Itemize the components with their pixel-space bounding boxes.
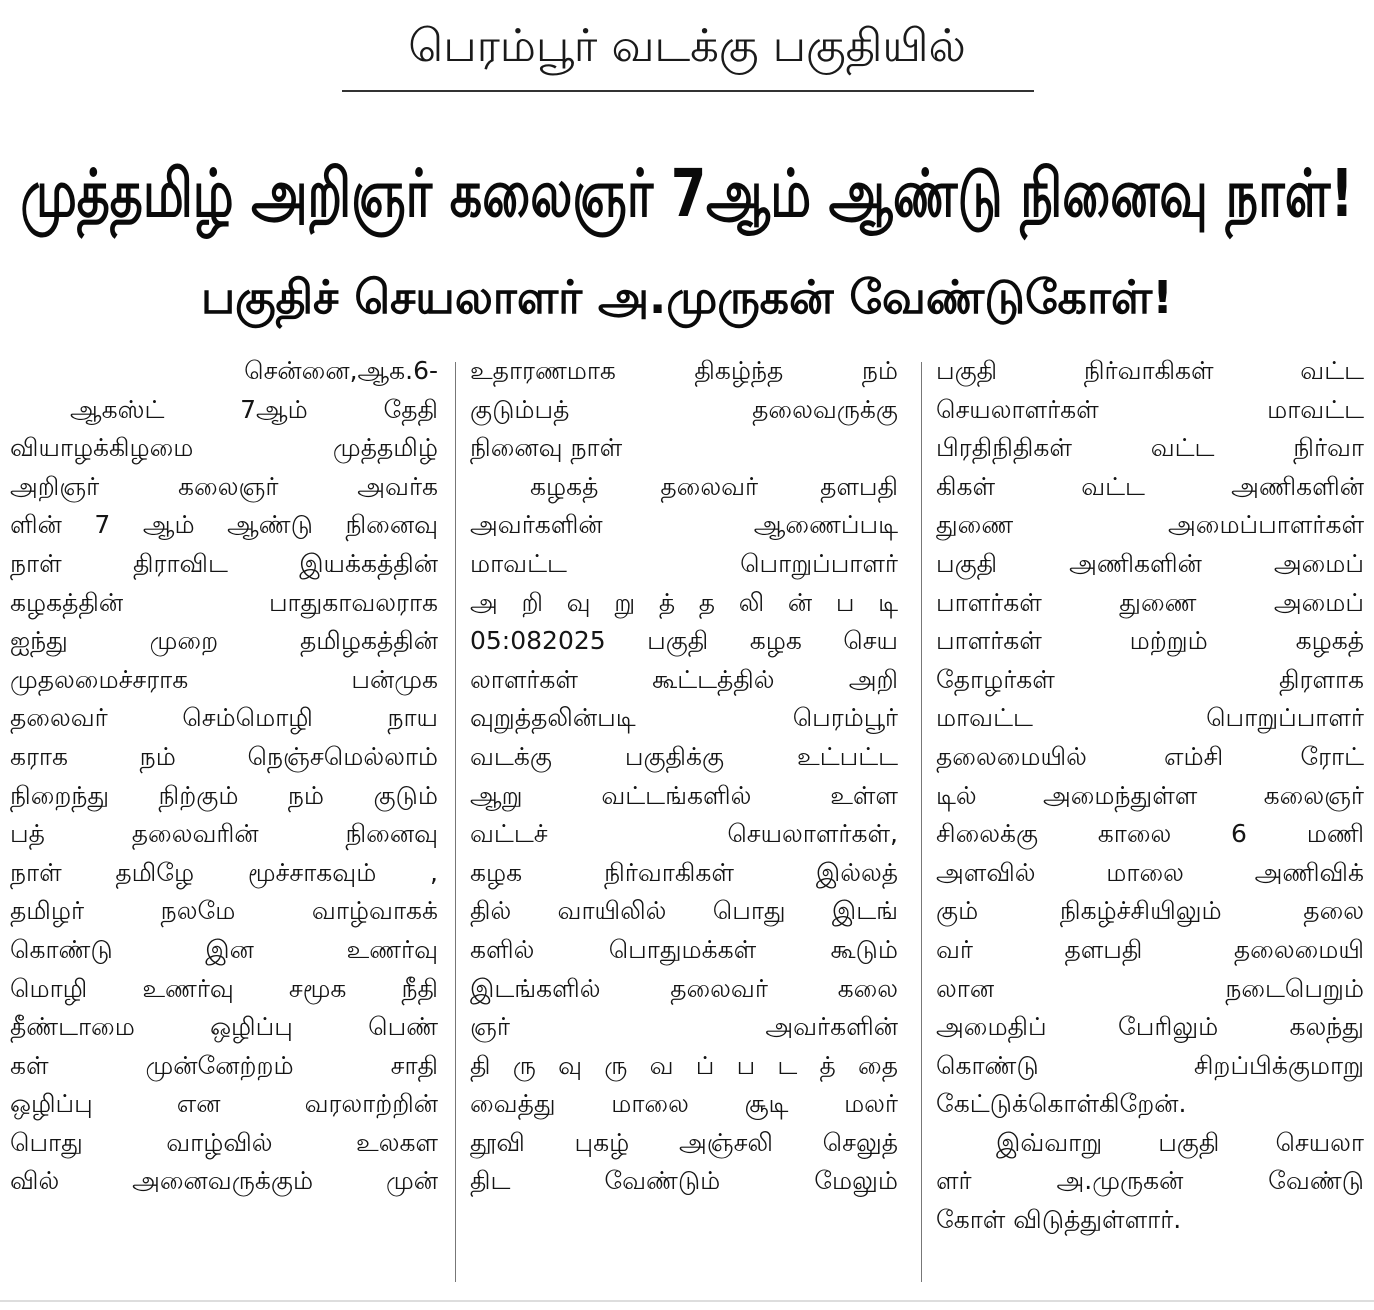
body-line: நாள் தமிழே மூச்சாகவும் , bbox=[10, 857, 438, 887]
body-line: கும் நிகழ்ச்சியிலும் தலை bbox=[936, 896, 1364, 926]
body-line: அளவில் மாலை அணிவிக் bbox=[936, 857, 1364, 887]
body-line: குடும்பத் தலைவருக்கு bbox=[470, 394, 898, 424]
body-line: கழகத் தலைவர் தளபதி bbox=[530, 471, 898, 501]
body-line: நாள் திராவிட இயக்கத்தின் bbox=[10, 548, 438, 578]
article-subheadline: பகுதிச் செயலாளர் அ.முருகன் வேண்டுகோள்! bbox=[200, 270, 1174, 324]
body-line: கிகள் வட்ட அணிகளின் bbox=[936, 471, 1364, 501]
body-line: தலைமையில் எம்சி ரோட் bbox=[936, 741, 1364, 771]
body-line: வர் தளபதி தலைமையி bbox=[936, 934, 1364, 964]
body-line: தலைவர் செம்மொழி நாய bbox=[10, 703, 438, 733]
body-line: ஞர் அவர்களின் bbox=[470, 1012, 898, 1042]
body-line: வட்டச் செயலாளர்கள், bbox=[470, 819, 898, 849]
body-line: பொது வாழ்வில் உலகள bbox=[10, 1127, 438, 1157]
body-line: கேட்டுக்கொள்கிறேன். bbox=[936, 1089, 1187, 1119]
body-line: தூவி புகழ் அஞ்சலி செலுத் bbox=[470, 1127, 898, 1157]
body-line: வுறுத்தலின்படி பெரம்பூர் bbox=[470, 703, 898, 733]
article-column-1 bbox=[10, 352, 438, 1201]
article-column-2 bbox=[470, 352, 898, 1201]
body-line: வைத்து மாலை சூடி மலர் bbox=[470, 1089, 898, 1119]
body-line: பாளர்கள் மற்றும் கழகத் bbox=[936, 626, 1364, 656]
body-line: வடக்கு பகுதிக்கு உட்பட்ட bbox=[470, 741, 898, 771]
body-line: லாளர்கள் கூட்டத்தில் அறி bbox=[470, 664, 898, 694]
body-line: டில் அமைந்துள்ள கலைஞர் bbox=[936, 780, 1364, 810]
body-line: ளின் 7 ஆம் ஆண்டு நினைவு bbox=[10, 510, 438, 540]
body-line: அ றி வு று த் த லி ன் ப டி bbox=[470, 587, 898, 617]
body-line: துணை அமைப்பாளர்கள் bbox=[936, 510, 1364, 540]
body-line: கொண்டு சிறப்பிக்குமாறு bbox=[936, 1050, 1364, 1080]
body-line: மாவட்ட பொறுப்பாளர் bbox=[936, 703, 1364, 733]
body-line: ஆறு வட்டங்களில் உள்ள bbox=[470, 780, 898, 810]
body-line: கோள் விடுத்துள்ளார். bbox=[936, 1205, 1182, 1235]
body-line: அவர்களின் ஆணைப்படி bbox=[470, 510, 898, 540]
body-line: பத் தலைவரின் நினைவு bbox=[10, 819, 438, 849]
body-line: களில் பொதுமக்கள் கூடும் bbox=[470, 934, 898, 964]
body-line: கழக நிர்வாகிகள் இல்லத் bbox=[470, 857, 898, 887]
kicker-rule bbox=[342, 90, 1034, 92]
body-line: முதலமைச்சராக பன்முக bbox=[10, 664, 438, 694]
body-line: பகுதி நிர்வாகிகள் வட்ட bbox=[936, 356, 1364, 385]
body-line: நினைவு நாள் bbox=[470, 433, 623, 463]
body-line: செயலாளர்கள் மாவட்ட bbox=[936, 394, 1364, 424]
dateline: சென்னை,ஆக.6- bbox=[244, 356, 438, 385]
body-line: கராக நம் நெஞ்சமெல்லாம் bbox=[10, 741, 438, 771]
body-line: திட வேண்டும் மேலும் bbox=[470, 1166, 898, 1196]
body-line: ஐந்து முறை தமிழகத்தின் bbox=[10, 626, 438, 656]
body-line: இடங்களில் தலைவர் கலை bbox=[470, 973, 898, 1003]
body-line: கள் முன்னேற்றம் சாதி bbox=[10, 1050, 438, 1080]
body-line: வியாழக்கிழமை முத்தமிழ் bbox=[10, 433, 438, 463]
body-line: உதாரணமாக திகழ்ந்த நம் bbox=[470, 356, 898, 385]
body-line: பகுதி அணிகளின் அமைப் bbox=[936, 548, 1364, 578]
article-kicker: பெரம்பூர் வடக்கு பகுதியில் bbox=[408, 19, 966, 72]
body-line: 05:082025 பகுதி கழக செய bbox=[470, 626, 898, 656]
body-line: பிரதிநிதிகள் வட்ட நிர்வா bbox=[936, 433, 1364, 463]
column-divider bbox=[455, 362, 456, 1282]
body-line: அமைதிப் பேரிலும் கலந்து bbox=[936, 1012, 1364, 1042]
body-line: சிலைக்கு காலை 6 மணி bbox=[936, 819, 1364, 849]
body-line: இவ்வாறு பகுதி செயலா bbox=[996, 1127, 1364, 1157]
bottom-rule bbox=[0, 1300, 1374, 1302]
article-headline: முத்தமிழ் அறிஞர் கலைஞர் 7ஆம் ஆண்டு நினைவு நாள்! bbox=[20, 155, 1354, 232]
body-line: பாளர்கள் துணை அமைப் bbox=[936, 587, 1364, 617]
body-line: தி ரு வு ரு வ ப் ப ட த் தை bbox=[470, 1050, 898, 1080]
body-line: வில் அனைவருக்கும் முன் bbox=[10, 1166, 438, 1196]
column-divider bbox=[921, 362, 922, 1282]
body-line: ஒழிப்பு என வரலாற்றின் bbox=[10, 1089, 438, 1119]
article-column-3 bbox=[936, 352, 1364, 1240]
body-line: ளர் அ.முருகன் வேண்டு bbox=[936, 1166, 1364, 1196]
body-line: தில் வாயிலில் பொது இடங் bbox=[470, 896, 898, 926]
body-line: தோழர்கள் திரளாக bbox=[936, 664, 1364, 694]
body-line: கொண்டு இன உணர்வு bbox=[10, 934, 438, 964]
body-line: அறிஞர் கலைஞர் அவர்க bbox=[10, 471, 438, 501]
body-line: மொழி உணர்வு சமூக நீதி bbox=[10, 973, 438, 1003]
body-line: ஆகஸ்ட் 7ஆம் தேதி bbox=[70, 394, 438, 424]
body-line: லான நடைபெறும் bbox=[936, 973, 1364, 1003]
body-line: தமிழர் நலமே வாழ்வாகக் bbox=[10, 896, 438, 926]
body-line: நிறைந்து நிற்கும் நம் குடும் bbox=[10, 780, 438, 810]
body-line: தீண்டாமை ஒழிப்பு பெண் bbox=[10, 1012, 438, 1042]
body-line: மாவட்ட பொறுப்பாளர் bbox=[470, 548, 898, 578]
body-line: கழகத்தின் பாதுகாவலராக bbox=[10, 587, 438, 617]
